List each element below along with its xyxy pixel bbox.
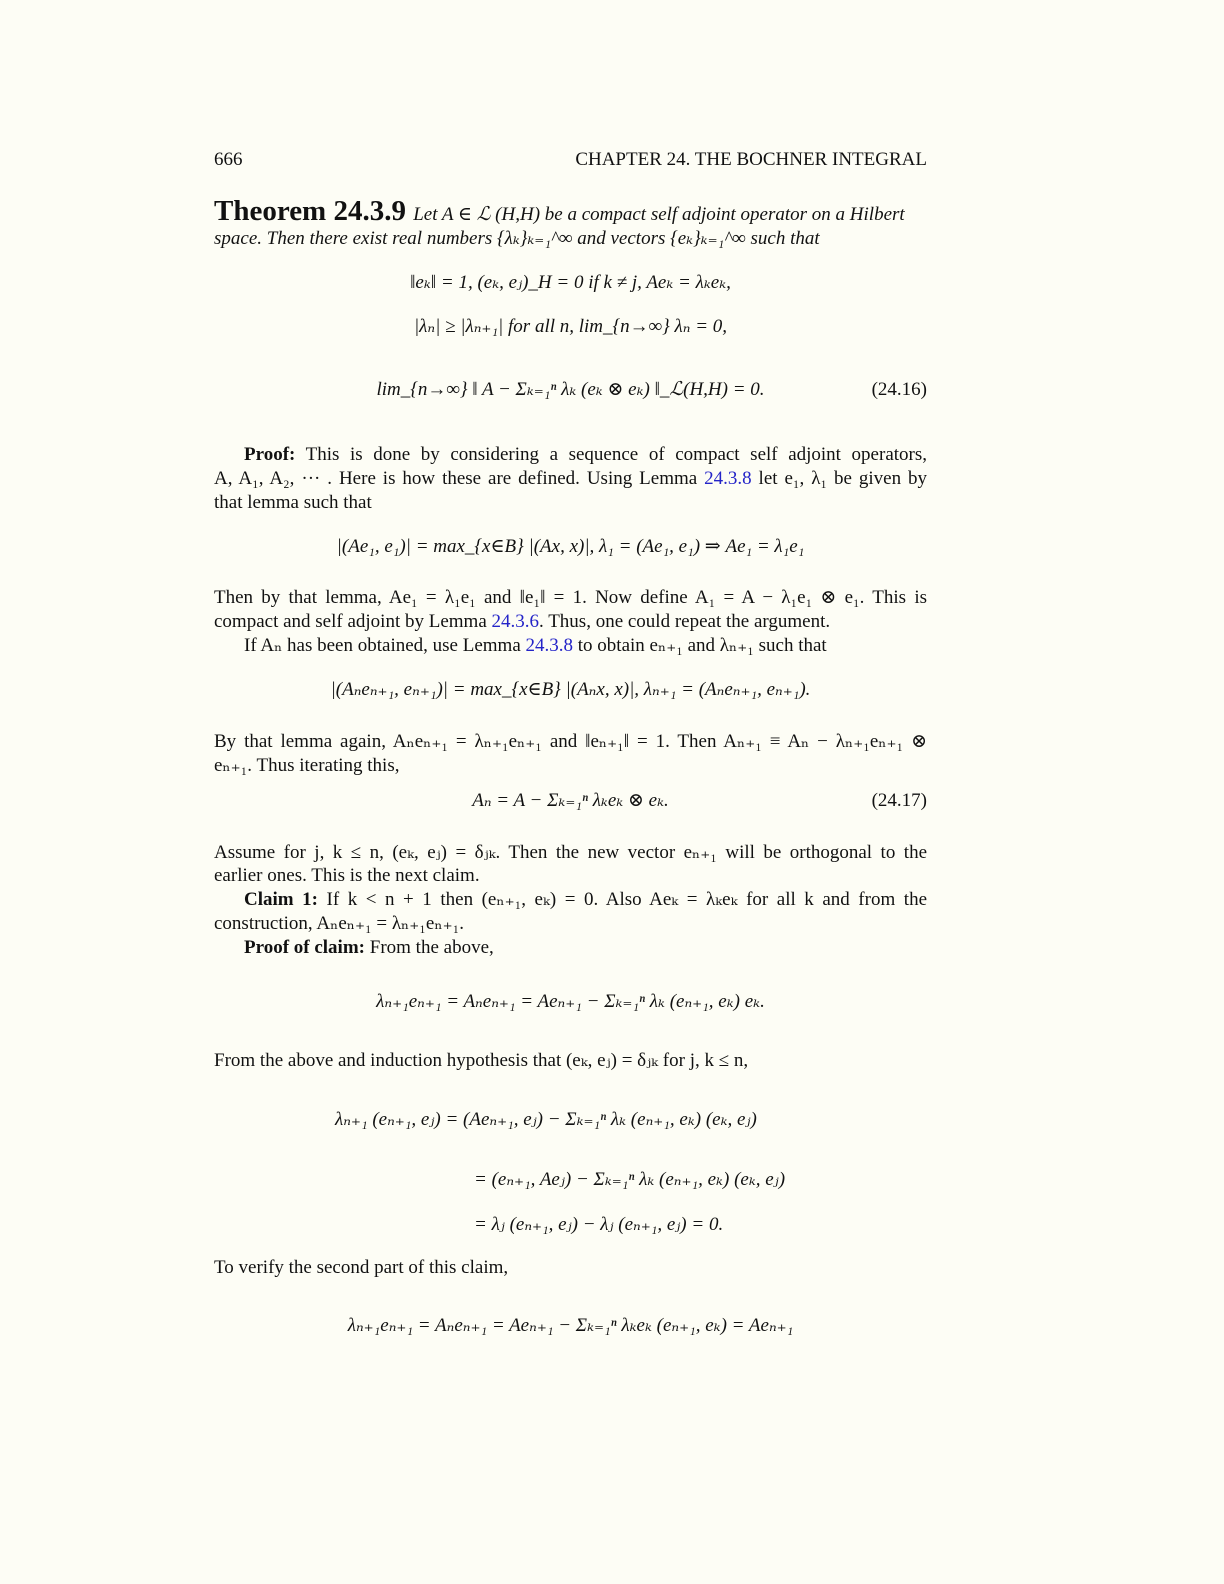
text-segment: To verify the second part of this claim, [214, 1257, 509, 1278]
text-segment: Let A ∈ ℒ (H,H) be a compact self adjoint operator on a Hilbert [413, 204, 905, 225]
page-number: 666 [214, 149, 243, 170]
text-segment: Proof of claim: [244, 937, 365, 958]
text-segment: let e₁, λ₁ be given by [751, 468, 928, 489]
cross-reference-link[interactable]: 24.3.6 [491, 611, 540, 632]
equation [214, 315, 927, 339]
cross-reference-link[interactable]: 24.3.8 [704, 468, 752, 489]
text-segment: construction, Aₙeₙ₊₁ = λₙ₊₁eₙ₊₁. [214, 913, 464, 934]
text-segment: space. Then there exist real numbers {λₖ}ₖ₌₁^∞ and vectors {eₖ}ₖ₌₁^∞ such that [214, 228, 820, 249]
paragraph-line [244, 443, 927, 467]
theorem-heading [214, 195, 927, 227]
aligned-equation-row [474, 1213, 934, 1237]
text-segment: From the above, [365, 937, 494, 958]
text-segment: Theorem 24.3.9 [214, 195, 414, 227]
equation [214, 789, 927, 813]
equation [214, 678, 927, 702]
text-segment: eₙ₊₁. Thus iterating this, [214, 755, 400, 776]
text-segment: = λⱼ (eₙ₊₁, eⱼ) − λⱼ (eₙ₊₁, eⱼ) = 0. [474, 1214, 724, 1235]
text-segment: = (eₙ₊₁, Aeⱼ) − Σₖ₌₁ⁿ λₖ (eₙ₊₁, eₖ) (eₖ, eⱼ) [474, 1169, 786, 1190]
text-segment: If Aₙ has been obtained, use Lemma [244, 635, 526, 656]
text-segment: From the above and induction hypothesis that (eₖ, eⱼ) = δⱼₖ for j, k ≤ n, [214, 1050, 749, 1071]
text-segment: earlier ones. This is the next claim. [214, 865, 480, 886]
text-segment: Proof: [244, 444, 296, 465]
text-segment: Aₙ = A − Σₖ₌₁ⁿ λₖeₖ ⊗ eₖ. [472, 790, 669, 811]
text-segment: By that lemma again, Aₙeₙ₊₁ = λₙ₊₁eₙ₊₁ and ‖eₙ₊₁‖ = 1. Then Aₙ₊₁ ≡ Aₙ − λₙ₊₁eₙ₊₁ ⊗ [214, 731, 927, 752]
equation-number: (24.16) [871, 379, 927, 400]
text-segment: If k < n + 1 then (eₙ₊₁, eₖ) = 0. Also Aeₖ = λₖeₖ for all k and from the [317, 889, 927, 910]
paragraph-line [214, 841, 927, 865]
text-segment: Assume for j, k ≤ n, (eₖ, eⱼ) = δⱼₖ. Then the new vector eₙ₊₁ will be orthogonal to the [214, 842, 927, 863]
text-segment: |(Aₙeₙ₊₁, eₙ₊₁)| = max_{x∈B} |(Aₙx, x)|, λₙ₊₁ = (Aₙeₙ₊₁, eₙ₊₁). [330, 679, 811, 700]
text-segment: Claim 1: [244, 889, 318, 910]
text-segment: compact and self adjoint by Lemma [214, 611, 492, 632]
text-segment: to obtain eₙ₊₁ and λₙ₊₁ such that [573, 635, 827, 656]
text-segment: A, A₁, A₂, ··· . Here is how these are defined. Using Lemma [214, 468, 705, 489]
running-header [214, 148, 927, 172]
paragraph-line [214, 586, 927, 610]
claim-line [244, 888, 927, 912]
text-segment: ‖eₖ‖ = 1, (eₖ, eⱼ)_H = 0 if k ≠ j, Aeₖ = λₖeₖ, [410, 272, 731, 293]
text-segment: λₙ₊₁eₙ₊₁ = Aₙeₙ₊₁ = Aeₙ₊₁ − Σₖ₌₁ⁿ λₖeₖ (eₙ₊₁, eₖ) = Aeₙ₊₁ [347, 1315, 794, 1336]
paragraph-line [214, 864, 927, 888]
text-segment: lim_{n→∞} ‖ A − Σₖ₌₁ⁿ λₖ (eₖ ⊗ eₖ) ‖_ℒ(H,H) = 0. [376, 379, 765, 400]
equation [214, 535, 927, 559]
paragraph-line [214, 730, 927, 754]
aligned-equation-row [474, 1168, 934, 1192]
proof-of-claim-line [244, 936, 927, 960]
aligned-equation-row [335, 1108, 935, 1132]
cross-reference-link[interactable]: 24.3.8 [525, 635, 574, 656]
equation [214, 271, 927, 295]
text-segment: . Thus, one could repeat the argument. [539, 611, 831, 632]
paragraph-line [244, 634, 927, 658]
equation [214, 1314, 927, 1338]
text-segment: This is done by considering a sequence of compact self adjoint operators, [295, 444, 927, 465]
theorem-text [214, 227, 927, 251]
text-segment: λₙ₊₁ (eₙ₊₁, eⱼ) = (Aeₙ₊₁, eⱼ) − Σₖ₌₁ⁿ λₖ (eₙ₊₁, eₖ) (eₖ, eⱼ) [335, 1109, 757, 1130]
text-segment: Then by that lemma, Ae₁ = λ₁e₁ and ‖e₁‖ = 1. Now define A₁ = A − λ₁e₁ ⊗ e₁. This is [214, 587, 927, 608]
equation-number: (24.17) [871, 790, 927, 811]
paragraph-line [214, 610, 927, 634]
text-segment: |(Ae₁, e₁)| = max_{x∈B} |(Ax, x)|, λ₁ = (Ae₁, e₁) ⇒ Ae₁ = λ₁e₁ [336, 536, 805, 557]
paragraph-line [214, 467, 927, 491]
equation [214, 990, 927, 1014]
chapter-title: CHAPTER 24. THE BOCHNER INTEGRAL [575, 149, 927, 170]
paragraph-line [214, 1049, 927, 1073]
paragraph-line [214, 912, 927, 936]
text-segment: |λₙ| ≥ |λₙ₊₁| for all n, lim_{n→∞} λₙ = 0, [413, 316, 728, 337]
paragraph-line [214, 491, 927, 515]
equation [214, 378, 927, 402]
text-segment: that lemma such that [214, 492, 372, 513]
paragraph-line [214, 1256, 927, 1280]
paragraph-line [214, 754, 927, 778]
text-segment: λₙ₊₁eₙ₊₁ = Aₙeₙ₊₁ = Aeₙ₊₁ − Σₖ₌₁ⁿ λₖ (eₙ₊₁, eₖ) eₖ. [376, 991, 765, 1012]
